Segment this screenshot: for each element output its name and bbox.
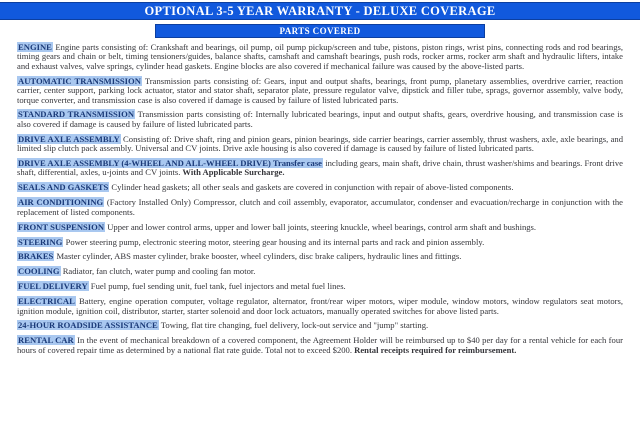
warranty-section	[17, 198, 623, 217]
warranty-section	[17, 159, 623, 178]
section-label: AIR CONDITIONING	[18, 197, 104, 208]
parts-covered-bar: PARTS COVERED	[155, 24, 485, 38]
warranty-section	[17, 183, 623, 192]
section-label: DRIVE AXLE ASSEMBLY (4-WHEEL AND ALL-WHEEL DRIVE) Transfer case	[18, 158, 322, 169]
section-text: Cylinder head gaskets; all other seals and gaskets are covered in conjunction with repair of above-listed components.	[109, 182, 514, 193]
section-label: AUTOMATIC TRANSMISSION	[18, 75, 141, 86]
warranty-section	[17, 223, 623, 232]
warranty-section	[17, 43, 623, 71]
section-label: STEERING	[18, 236, 63, 247]
document-body	[0, 43, 640, 355]
section-text: Transmission parts consisting of: Gears, input and output shafts, bearings, front pump, planetary assemblies, overdrive carrier, reaction carrier, center support, parking lock actuator, stator and stator shaft, separator plate, pressure regulator valve, dipstick and filler tube, sprags, governor assembly, valve body, torque converter, and transmission case is also covered if damage is caused by failure of listed lubricated parts.	[17, 75, 624, 105]
warranty-title-bar: OPTIONAL 3-5 YEAR WARRANTY - DELUXE COVERAGE	[0, 2, 640, 20]
warranty-section	[17, 238, 623, 247]
warranty-section	[17, 135, 623, 154]
warranty-section	[17, 297, 623, 316]
section-label: ELECTRICAL	[18, 296, 75, 307]
warranty-section	[17, 336, 623, 355]
warranty-section	[17, 252, 623, 261]
section-text: Master cylinder, ABS master cylinder, brake booster, wheel cylinders, disc brake calipers, hydraulic lines and fittings.	[54, 251, 462, 262]
section-label: COOLING	[18, 266, 60, 277]
section-text: Engine parts consisting of: Crankshaft and bearings, oil pump, oil pump pickup/screen and tube, pistons, piston rings, wrist pins, connecting rods and rod bearings, timing gears and chain or belt, timing tensioners/guides, balance shafts, camshaft and camshaft bearings, push rods, rocker arms, rocker arm shaft and hydraulic lifters, intake and exhaust valves, valve springs, cylinder head gaskets. Engine blocks are also covered if mechanical failure was caused by the above-listed parts.	[17, 42, 623, 71]
section-text: In the event of mechanical breakdown of a covered component, the Agreement Holder will be reimbursed up to $40 per day for a rental vehicle for each four hours of covered repair time as determined by a national flat rate guide. Total not to exceed $200.	[17, 335, 623, 355]
section-text: Transmission parts consisting of: Internally lubricated bearings, input and output shafts, gears, overdrive housing, and transmission case is also covered if damage is caused by failure of listed lubricated parts.	[17, 109, 623, 129]
section-label: BRAKES	[18, 251, 54, 262]
section-label: STANDARD TRANSMISSION	[18, 109, 135, 120]
warranty-section	[17, 110, 623, 129]
section-text: Upper and lower control arms, upper and lower ball joints, steering knuckle, wheel bearings, control arm shaft and bushings.	[105, 221, 537, 232]
section-label: SEALS AND GASKETS	[18, 182, 109, 193]
section-text: (Factory Installed Only) Compressor, clutch and coil assembly, evaporator, accumulator, condenser and evacuation/recharge in conjunction with the replacement of listed components.	[17, 197, 623, 217]
warranty-section	[17, 321, 623, 330]
section-text: Power steering pump, electronic steering motor, steering gear housing and its internal parts and rack and pinion assembly.	[63, 236, 485, 247]
section-text: Radiator, fan clutch, water pump and cooling fan motor.	[60, 266, 256, 277]
section-text: Towing, flat tire changing, fuel delivery, lock-out service and "jump" starting.	[158, 320, 429, 331]
section-text: Battery, engine operation computer, voltage regulator, alternator, front/rear wiper motors, wiper module, window motors, window regulators seat motors, ignition module, ignition coil, distributor, starter, starter solenoid and door lock actuators, manually operated switches for above listed parts.	[17, 296, 623, 316]
section-label: ENGINE	[18, 42, 52, 52]
section-text: including gears, main shaft, drive chain, thrust washer/shims and bearings. Front drive shaft, differential, axles, u-joints and CV joints.	[17, 158, 623, 178]
section-label: DRIVE AXLE ASSEMBLY	[18, 133, 120, 144]
warranty-sections	[17, 43, 623, 355]
section-label: 24-HOUR ROADSIDE ASSISTANCE	[18, 320, 158, 331]
warranty-section	[17, 77, 623, 105]
warranty-section	[17, 282, 623, 291]
warranty-section	[17, 267, 623, 276]
section-label: RENTAL CAR	[18, 335, 74, 346]
section-bold-note: Rental receipts required for reimbursement.	[352, 344, 517, 355]
section-bold-note: With Applicable Surcharge.	[180, 167, 285, 178]
section-text: Fuel pump, fuel sending unit, fuel tank, fuel injectors and metal fuel lines.	[88, 281, 346, 292]
section-text: Consisting of: Drive shaft, ring and pinion gears, pinion bearings, side carrier bearings, carrier assembly, thrust washers, axle, axle bearings, and limited slip clutch pack assembly. Universal and CV joints. Drive axle housing is also covered if damage is caused by failure of listed lubricated parts.	[17, 133, 623, 154]
section-label: FUEL DELIVERY	[18, 281, 88, 292]
section-label: FRONT SUSPENSION	[18, 221, 105, 232]
